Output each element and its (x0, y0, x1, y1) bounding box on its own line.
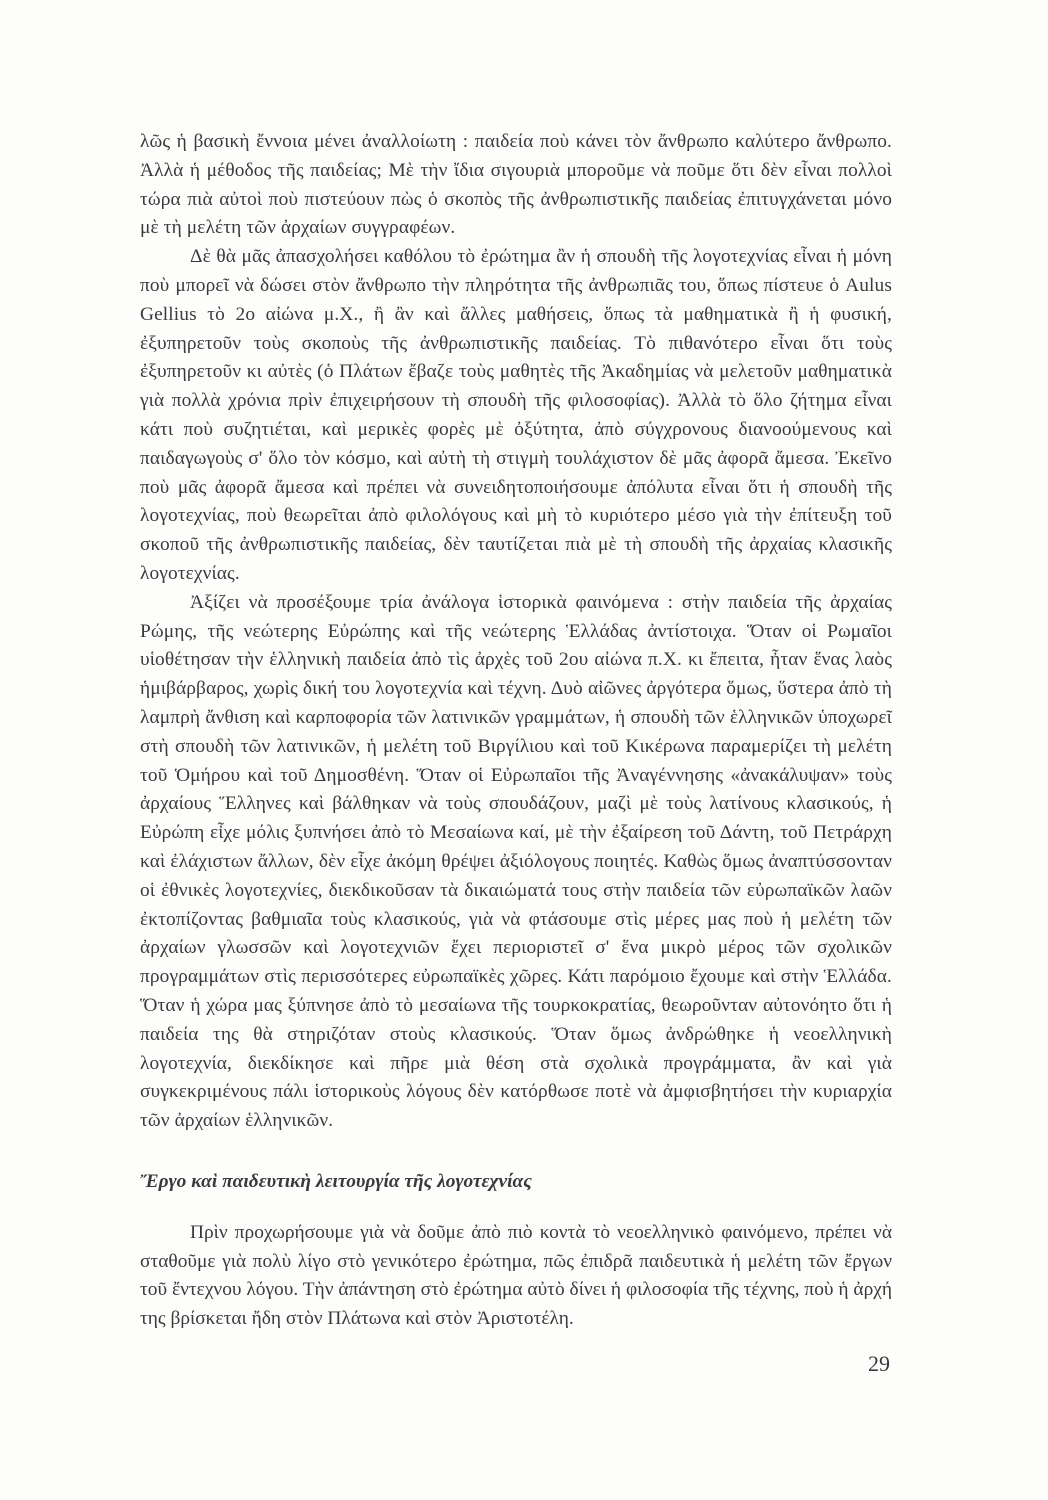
body-text (140, 128, 892, 1136)
paragraph-continuation: λῶς ἡ βασικὴ ἔννοια μένει ἀναλλοίωτη : παιδεία ποὺ κάνει τὸν ἄνθρωπο καλύτερο ἄνθρωπο. Ἀλλὰ ἡ μέθοδος τῆς παιδείας; Μὲ τὴν ἴδια σιγουριὰ μποροῦμε νὰ ποῦμε ὅτι δὲν εἶναι πολλοὶ τώρα πιὰ αὐτοὶ ποὺ πιστεύουν πὼς ὁ σκοπὸς τῆς ἀνθρωπιστικῆς παιδείας ἐπιτυγχάνεται μόνο μὲ τὴ μελέτη τῶν ἀρχαίων συγγραφέων. (140, 131, 892, 239)
paragraph: Δὲ θὰ μᾶς ἀπασχολήσει καθόλου τὸ ἐρώτημα ἂν ἡ σπουδὴ τῆς λογοτεχνίας εἶναι ἡ μόνη ποὺ μπορεῖ νὰ δώσει στὸν ἄνθρωπο τὴν πληρότητα τῆς ἀνθρωπιᾶς του, ὅπως πίστευε ὁ Aulus Gellius τὸ 2ο αἰώνα μ.Χ., ἢ ἂν καὶ ἄλλες μαθήσεις, ὅπως τὰ μαθηματικὰ ἢ ἡ φυσική, ἐξυπηρετοῦν τοὺς σκοποὺς τῆς ἀνθρωπιστικῆς παιδείας. Τὸ πιθανότερο εἶναι ὅτι τοὺς ἐξυπηρετοῦν κι αὐτὲς (ὁ Πλάτων ἔβαζε τοὺς μαθητὲς τῆς Ἀκαδημίας νὰ μελετοῦν μαθηματικὰ γιὰ πολλὰ χρόνια πρὶν ἐπιχειρήσουν τὴ σπουδὴ τῆς φιλοσοφίας). Ἀλλὰ τὸ ὅλο ζήτημα εἶναι κάτι ποὺ συζητιέται, καὶ μερικὲς φορὲς μὲ ὀξύτητα, ἀπὸ σύγχρονους διανοούμενους καὶ παιδαγωγοὺς σ' ὅλο τὸν κόσμο, καὶ αὐτὴ τὴ στιγμὴ τουλάχιστον δὲ μᾶς ἀφορᾶ ἄμεσα. Ἐκεῖνο ποὺ μᾶς ἀφορᾶ ἄμεσα καὶ πρέπει νὰ συνειδητοποιήσουμε ἀπόλυτα εἶναι ὅτι ἡ σπουδὴ τῆς λογοτεχνίας, ποὺ θεωρεῖται ἀπὸ φιλολόγους καὶ μὴ τὸ κυριότερο μέσο γιὰ τὴν ἐπίτευξη τοῦ σκοποῦ τῆς ἀνθρωπιστικῆς παιδείας, δὲν ταυτίζεται πιὰ μὲ τὴ σπουδὴ τῆς ἀρχαίας κλασικῆς λογοτεχνίας. (140, 246, 892, 584)
section-paragraph: Πρὶν προχωρήσουμε γιὰ νὰ δοῦμε ἀπὸ πιὸ κοντὰ τὸ νεοελληνικὸ φαινόμενο, πρέπει νὰ σταθοῦμε γιὰ πολὺ λίγο στὸ γενικότερο ἐρώτημα, πῶς ἐπιδρᾶ παιδευτικὰ ἡ μελέτη τῶν ἔργων τοῦ ἔντεχνου λόγου. Τὴν ἀπάντηση στὸ ἐρώτημα αὐτὸ δίνει ἡ φιλοσοφία τῆς τέχνης, ποὺ ἡ ἀρχή της βρίσκεται ἤδη στὸν Πλάτωνα καὶ στὸν Ἀριστοτέλη. (140, 1221, 892, 1330)
page-number: 29 (868, 1351, 890, 1376)
section (140, 1168, 892, 1353)
section-heading: Ἔργο καὶ παιδευτικὴ λειτουργία τῆς λογοτεχνίας (140, 1171, 532, 1192)
paragraph: Ἀξίζει νὰ προσέξουμε τρία ἀνάλογα ἱστορικὰ φαινόμενα : στὴν παιδεία τῆς ἀρχαίας Ρώμης, τῆς νεώτερης Εὐρώπης καὶ τῆς νεώτερης Ἑλλάδας ἀντίστοιχα. Ὅταν οἱ Ρωμαῖοι υἱοθέτησαν τὴν ἑλληνικὴ παιδεία ἀπὸ τὶς ἀρχὲς τοῦ 2ου αἰώνα π.Χ. κι ἔπειτα, ἦταν ἕνας λαὸς ἡμιβάρβαρος, χωρὶς δική του λογοτεχνία καὶ τέχνη. Δυὸ αἰῶνες ἀργότερα ὅμως, ὕστερα ἀπὸ τὴ λαμπρὴ ἄνθιση καὶ καρποφορία τῶν λατινικῶν γραμμάτων, ἡ σπουδὴ τῶν ἑλληνικῶν ὑποχωρεῖ στὴ σπουδὴ τῶν λατινικῶν, ἡ μελέτη τοῦ Βιργίλιου καὶ τοῦ Κικέρωνα παραμερίζει τὴ μελέτη τοῦ Ὁμήρου καὶ τοῦ Δημοσθένη. Ὅταν οἱ Εὐρωπαῖοι τῆς Ἀναγέννησης «ἀνακάλυψαν» τοὺς ἀρχαίους Ἕλληνες καὶ βάλθηκαν νὰ τοὺς σπουδάζουν, μαζὶ μὲ τοὺς λατίνους κλασικούς, ἡ Εὐρώπη εἶχε μόλις ξυπνήσει ἀπὸ τὸ Μεσαίωνα καί, μὲ τὴν ἐξαίρεση τοῦ Δάντη, τοῦ Πετράρχη καὶ ἐλάχιστων ἄλλων, δὲν εἶχε ἀκόμη θρέψει ἀξιόλογους ποιητές. Καθὼς ὅμως ἀναπτύσσονταν οἱ ἐθνικὲς λογοτεχνίες, διεκδικοῦσαν τὰ δικαιώματά τους στὴν παιδεία τῶν εὐρωπαϊκῶν λαῶν ἐκτοπίζοντας βαθμιαῖα τοὺς κλασικούς, γιὰ νὰ φτάσουμε στὶς μέρες μας ποὺ ἡ μελέτη τῶν ἀρχαίων γλωσσῶν καὶ λογοτεχνιῶν ἔχει περιοριστεῖ σ' ἕνα μικρὸ μέρος τῶν σχολικῶν προγραμμάτων στὶς περισσότερες εὐρωπαϊκὲς χῶρες. Κάτι παρόμοιο ἔχουμε καὶ στὴν Ἑλλάδα. Ὅταν ἡ χώρα μας ξύπνησε ἀπὸ τὸ μεσαίωνα τῆς τουρκοκρατίας, θεωροῦνταν αὐτονόητο ὅτι ἡ παιδεία της θὰ στηριζόταν στοὺς κλασικούς. Ὅταν ὅμως ἀνδρώθηκε ἡ νεοελληνικὴ λογοτεχνία, διεκδίκησε καὶ πῆρε μιὰ θέση στὰ σχολικὰ προγράμματα, ἂν καὶ γιὰ συγκεκριμένους πάλι ἱστορικοὺς λόγους δὲν κατόρθωσε ποτὲ νὰ ἀμφισβητήσει τὴν κυριαρχία τῶν ἀρχαίων ἑλληνικῶν. (140, 591, 892, 1132)
